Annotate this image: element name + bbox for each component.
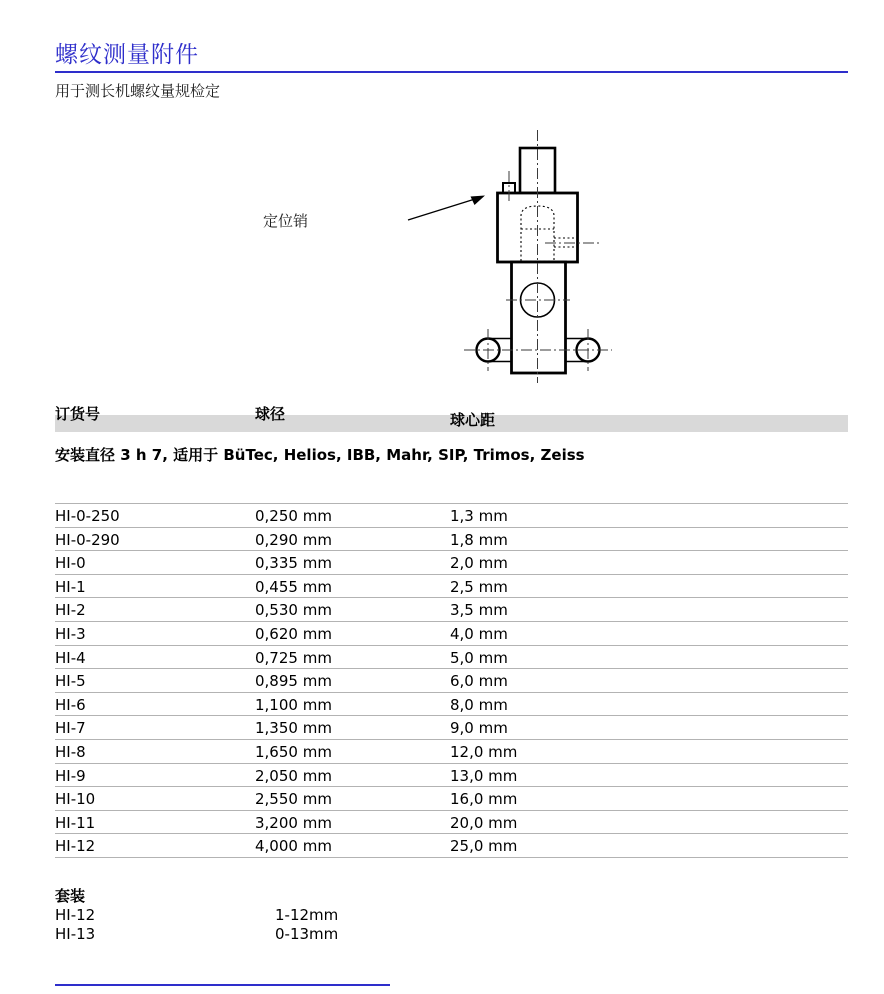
ball-center-distance-value: 12,0 mm <box>450 742 518 761</box>
ball-center-distance-value: 5,0 mm <box>450 648 508 667</box>
order-number: HI-11 <box>55 813 96 832</box>
order-number: HI-4 <box>55 648 86 667</box>
ball-diameter-value: 1,650 mm <box>255 742 332 761</box>
set-range: 0-13mm <box>275 924 339 943</box>
ball-diameter-value: 0,895 mm <box>255 672 332 691</box>
order-number: HI-9 <box>55 766 86 785</box>
ball-diameter-value: 0,530 mm <box>255 601 332 620</box>
table-row <box>55 550 848 574</box>
order-number: HI-0 <box>55 554 86 573</box>
ball-center-distance-value: 3,5 mm <box>450 601 508 620</box>
ball-center-distance-value: 9,0 mm <box>450 719 508 738</box>
callout-arrow-icon <box>408 196 485 221</box>
page-title: 螺纹测量附件 <box>55 42 199 68</box>
mounting-diameter-section-header: 安装直径 3 h 7, 适用于 BüTec, Helios, IBB, Mahr, SIP, Trimos, Zeiss <box>55 446 585 464</box>
table-row <box>55 621 848 645</box>
sets-section-header: 套装 <box>55 887 86 905</box>
ball-center-distance-value: 1,8 mm <box>450 530 508 549</box>
order-number: HI-0-290 <box>55 530 120 549</box>
ball-diameter-value: 0,725 mm <box>255 648 332 667</box>
set-order-number: HI-12 <box>55 906 96 924</box>
ball-center-distance-value: 6,0 mm <box>450 672 508 691</box>
table-row <box>55 739 848 763</box>
set-row <box>55 925 655 944</box>
column-header-ball-center-distance: 球心距 <box>450 411 496 429</box>
order-number: HI-3 <box>55 624 86 643</box>
ball-center-distance-value: 2,5 mm <box>450 577 508 596</box>
ball-diameter-value: 2,550 mm <box>255 790 332 809</box>
title-rule <box>55 71 848 73</box>
table-row <box>55 810 848 834</box>
ball-center-distance-value: 4,0 mm <box>450 624 508 643</box>
ball-diameter-value: 1,350 mm <box>255 719 332 738</box>
table-row <box>55 597 848 621</box>
ball-diameter-value: 3,200 mm <box>255 813 332 832</box>
ball-diameter-value: 4,000 mm <box>255 837 332 856</box>
sets-list <box>55 906 655 943</box>
set-order-number: HI-13 <box>55 924 96 943</box>
ball-center-distance-value: 13,0 mm <box>450 766 518 785</box>
order-number: HI-5 <box>55 672 86 691</box>
table-row <box>55 645 848 669</box>
ball-center-distance-value: 1,3 mm <box>450 507 508 525</box>
ball-diameter-value: 2,050 mm <box>255 766 332 785</box>
page-subtitle: 用于测长机螺纹量规检定 <box>55 82 221 100</box>
order-number: HI-0-250 <box>55 507 120 525</box>
ball-center-distance-value: 20,0 mm <box>450 813 518 832</box>
order-number: HI-1 <box>55 577 86 596</box>
set-row <box>55 906 655 925</box>
page-bottom-rule <box>55 984 390 986</box>
ball-diameter-value: 0,290 mm <box>255 530 332 549</box>
table-row <box>55 574 848 598</box>
order-number: HI-2 <box>55 601 86 620</box>
column-header-ball-diameter: 球径 <box>255 405 286 423</box>
ball-diameter-value: 0,455 mm <box>255 577 332 596</box>
table-row <box>55 715 848 739</box>
set-range: 1-12mm <box>275 906 339 924</box>
order-number: HI-10 <box>55 790 96 809</box>
table-row <box>55 527 848 551</box>
ball-diameter-value: 0,335 mm <box>255 554 332 573</box>
table-row <box>55 503 848 527</box>
table-row <box>55 763 848 787</box>
fixture-technical-drawing-icon <box>395 122 665 392</box>
order-number: HI-7 <box>55 719 86 738</box>
product-table <box>55 503 848 858</box>
order-number: HI-6 <box>55 695 86 714</box>
ball-diameter-value: 1,100 mm <box>255 695 332 714</box>
table-row <box>55 833 848 857</box>
ball-center-distance-value: 25,0 mm <box>450 837 518 856</box>
ball-center-distance-value: 2,0 mm <box>450 554 508 573</box>
order-number: HI-12 <box>55 837 96 856</box>
table-row <box>55 668 848 692</box>
ball-diameter-value: 0,620 mm <box>255 624 332 643</box>
column-header-order-number: 订货号 <box>55 405 101 423</box>
locating-pin-label: 定位销 <box>263 212 309 230</box>
table-row <box>55 786 848 810</box>
ball-center-distance-value: 8,0 mm <box>450 695 508 714</box>
ball-diameter-value: 0,250 mm <box>255 507 332 525</box>
table-row <box>55 692 848 716</box>
ball-center-distance-value: 16,0 mm <box>450 790 518 809</box>
order-number: HI-8 <box>55 742 86 761</box>
